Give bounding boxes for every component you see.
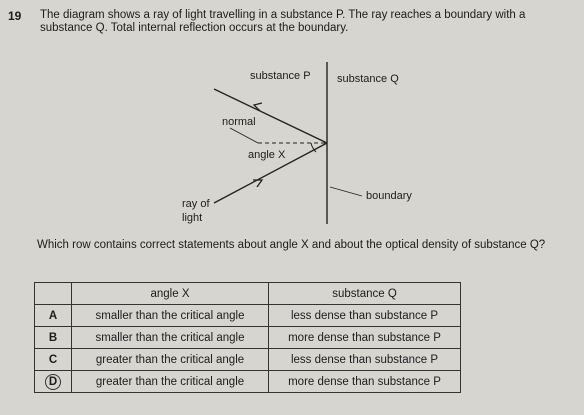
option-a-angle: smaller than the critical angle bbox=[72, 305, 269, 327]
normal-label: normal bbox=[222, 116, 256, 128]
substance-q-header: substance Q bbox=[269, 283, 461, 305]
angle-x-header: angle X bbox=[72, 283, 269, 305]
option-a-substance: less dense than substance P bbox=[269, 305, 461, 327]
option-c-substance: less dense than substance P bbox=[269, 349, 461, 371]
table-row[interactable] bbox=[35, 349, 461, 371]
option-d-key[interactable] bbox=[35, 371, 72, 393]
ray-label-line1: ray of bbox=[182, 198, 210, 210]
table-row[interactable] bbox=[35, 305, 461, 327]
option-b-key[interactable]: B bbox=[35, 327, 72, 349]
option-d-angle: greater than the critical angle bbox=[72, 371, 269, 393]
blank-header bbox=[35, 283, 72, 305]
option-c-key[interactable]: C bbox=[35, 349, 72, 371]
table-row[interactable] bbox=[35, 371, 461, 393]
question-prompt: Which row contains correct statements about angle X and about the optical density of substance Q? bbox=[37, 239, 546, 251]
option-a-key[interactable]: A bbox=[35, 305, 72, 327]
boundary-leader bbox=[330, 187, 362, 196]
table-header-row bbox=[35, 283, 461, 305]
substance-p-label: substance P bbox=[250, 70, 311, 82]
question-number: 19 bbox=[8, 9, 22, 23]
option-b-angle: smaller than the critical angle bbox=[72, 327, 269, 349]
selected-answer-circle: D bbox=[45, 374, 61, 390]
option-d-substance: more dense than substance P bbox=[269, 371, 461, 393]
substance-q-label: substance Q bbox=[337, 73, 399, 85]
stem-line-2: substance Q. Total internal reflection occurs at the boundary. bbox=[40, 22, 349, 34]
normal-leader bbox=[230, 128, 258, 143]
answer-table bbox=[34, 282, 461, 393]
boundary-label: boundary bbox=[366, 190, 412, 202]
option-b-substance: more dense than substance P bbox=[269, 327, 461, 349]
angle-x-label: angle X bbox=[248, 149, 286, 161]
reflected-ray-arrow bbox=[254, 103, 262, 111]
option-c-angle: greater than the critical angle bbox=[72, 349, 269, 371]
ray-label-line2: light bbox=[182, 212, 203, 224]
table-row[interactable] bbox=[35, 327, 461, 349]
stem-line-1: The diagram shows a ray of light travelling in a substance P. The ray reaches a boundary with a bbox=[40, 9, 526, 21]
